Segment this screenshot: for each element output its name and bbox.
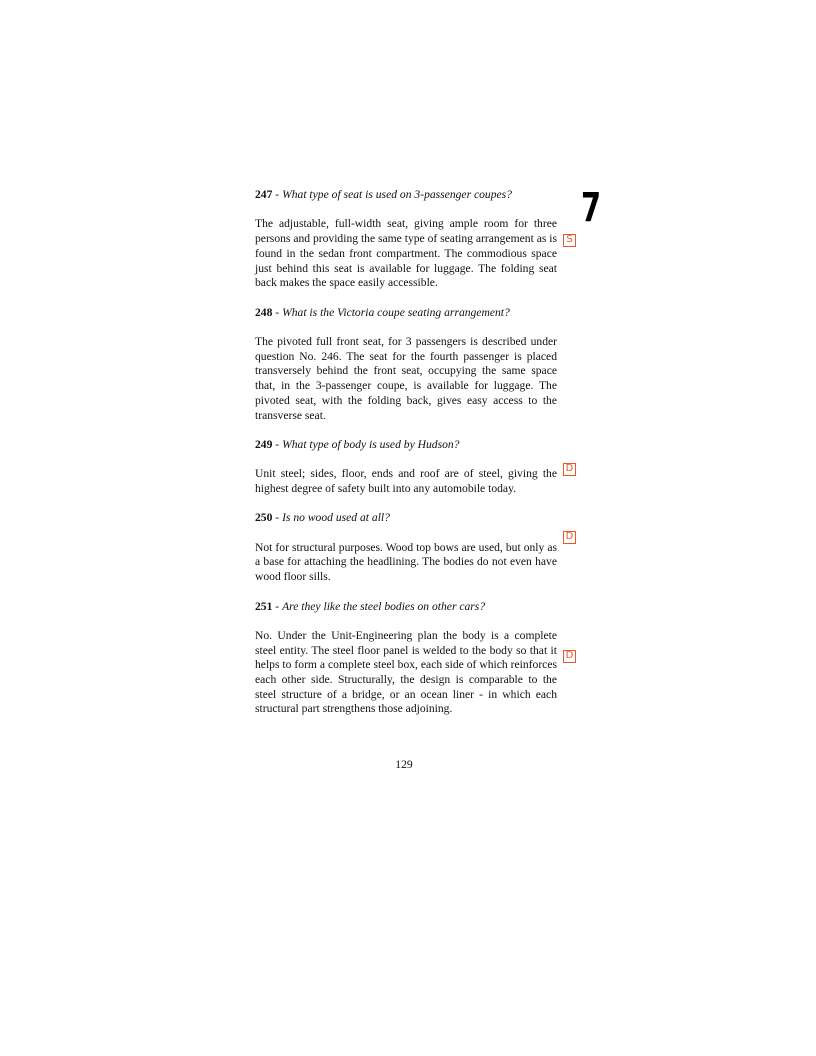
question-number: 251 [255,599,273,613]
question-number: 248 [255,305,273,319]
qa-block-249 [255,438,557,497]
section-s-badge-icon: S [563,234,576,247]
question-text: Is no wood used at all? [282,511,390,525]
qa-column [255,188,557,732]
qa-block-247 [255,188,557,291]
answer-text: Not for structural purposes. Wood top bows are used, but only as a base for attaching the headlining. The bodies do not even have wood floor sills. [255,540,557,584]
question-text: What is the Victoria coupe seating arrangement? [282,305,510,319]
answer-text: Unit steel; sides, floor, ends and roof are of steel, giving the highest degree of safety built into any automobile today. [255,467,557,495]
answer-text: No. Under the Unit-Engineering plan the body is a complete steel entity. The steel floor panel is welded to the body so that it helps to form a complete steel box, each side of which reinforces each other side. Structurally, the design is comparable to the steel structure of a bridge, or an ocean liner - in which each structural part strengthens those adjoining. [255,628,557,716]
question [255,600,557,615]
qa-block-250 [255,511,557,585]
section-d-badge-icon: D [563,531,576,544]
chapter-number: 7 [581,185,601,231]
question-text: Are they like the steel bodies on other cars? [282,599,486,613]
question-number: 250 [255,511,273,525]
question [255,188,557,203]
question-separator: - [272,437,283,451]
qa-block-251 [255,600,557,718]
question [255,511,557,526]
question-number: 247 [255,188,273,201]
question-text: What type of body is used by Hudson? [282,437,460,451]
question-separator: - [272,305,283,319]
question-text: What type of seat is used on 3-passenger coupes? [282,188,512,201]
question [255,306,557,321]
qa-block-248 [255,306,557,424]
answer-text: The adjustable, full-width seat, giving ample room for three persons and providing the same type of seating arrangement as is found in the sedan front compartment. The commodious space just behind this seat is available for luggage. The folding seat back makes the space easily accessible. [255,217,557,290]
question-separator: - [272,188,283,201]
question-separator: - [272,511,283,525]
question [255,438,557,453]
page-number: 129 [395,758,413,771]
question-number: 249 [255,437,273,451]
question-separator: - [272,599,283,613]
section-d-badge-icon: D [563,463,576,476]
answer-text: The pivoted full front seat, for 3 passengers is described under question No. 246. The seat for the fourth passenger is placed transversely behind the front seat, occupying the same space that, in the 3-passenger coupe, is available for luggage. The pivoted seat, with the folding back, gives easy access to the transverse seat. [255,334,557,422]
section-d-badge-icon: D [563,650,576,663]
